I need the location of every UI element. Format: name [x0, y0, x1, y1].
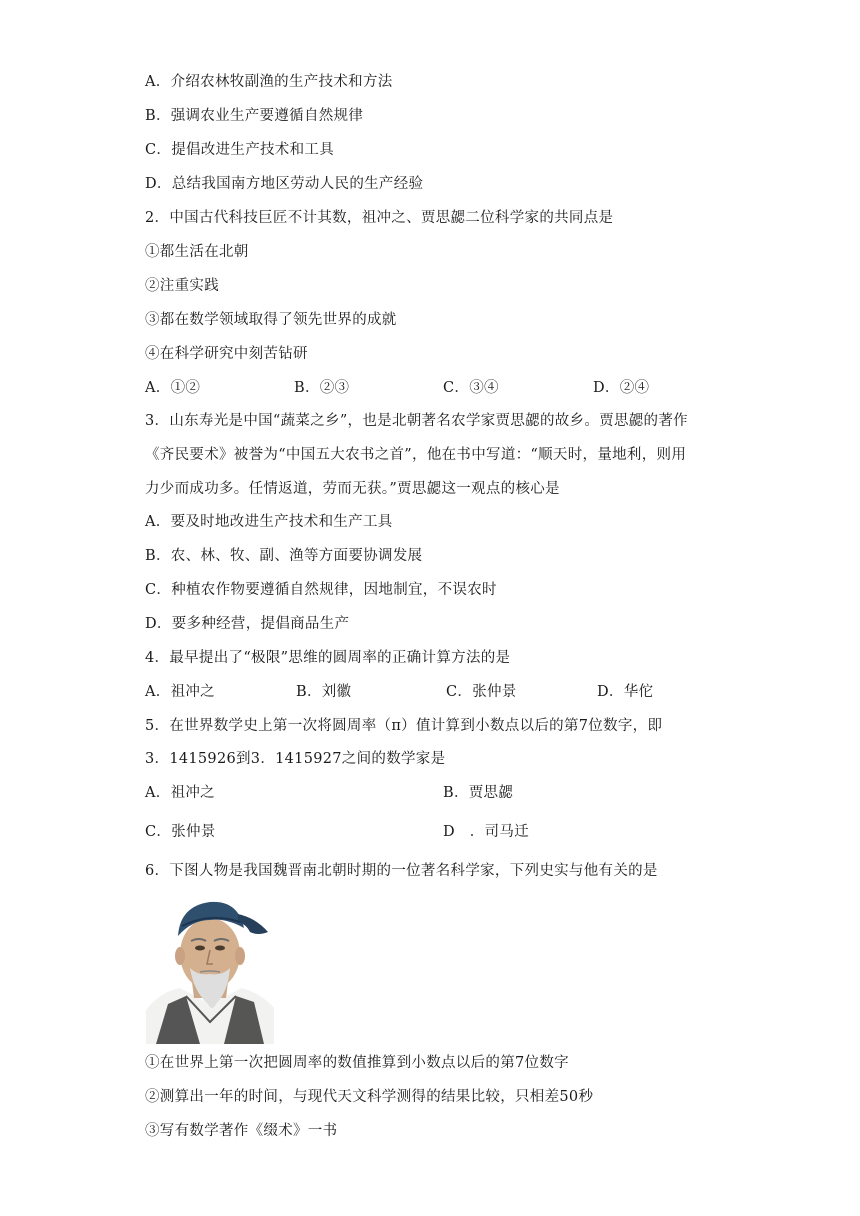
q3-stem-line-3: 力少而成功多。任情返道，劳而无获。”贾思勰这一观点的核心是 — [145, 481, 560, 497]
q3-option-b: B．农、林、牧、副、渔等方面要协调发展 — [145, 548, 423, 564]
q5-option-b: B．贾思勰 — [443, 785, 514, 801]
q2-item-2: ②注重实践 — [145, 278, 219, 294]
q2-item-1: ①都生活在北朝 — [145, 244, 249, 260]
q5-stem-line-2: 3．1415926到3．1415927之间的数学家是 — [145, 751, 446, 767]
q6-stem: 6．下图人物是我国魏晋南北朝时期的一位著名科学家，下列史实与他有关的是 — [145, 863, 658, 879]
q4-option-d: D．华佗 — [597, 684, 654, 700]
q2-stem: 2．中国古代科技巨匠不计其数，祖冲之、贾思勰二位科学家的共同点是 — [145, 210, 614, 226]
q3-stem-line-1: 3．山东寿光是中国“蔬菜之乡”，也是北朝著名农学家贾思勰的故乡。贾思勰的著作 — [145, 413, 688, 429]
q5-option-c: C．张仲景 — [145, 824, 216, 840]
q4-option-c: C．张仲景 — [446, 684, 517, 700]
q5-option-a: A．祖冲之 — [145, 785, 215, 801]
q4-stem: 4．最早提出了“极限”思维的圆周率的正确计算方法的是 — [145, 650, 511, 666]
q5-option-d: D ．司马迁 — [443, 824, 529, 840]
q2-option-c: C．③④ — [443, 380, 499, 396]
q2-item-3: ③都在数学领域取得了领先世界的成就 — [145, 312, 397, 328]
q3-stem-line-2: 《齐民要术》被誉为“中国五大农书之首”，他在书中写道：“顺天时，量地利，则用 — [145, 447, 687, 463]
q1-option-a: A．介绍农林牧副渔的生产技术和方法 — [145, 74, 393, 90]
q4-option-a: A．祖冲之 — [145, 684, 215, 700]
q1-option-d: D．总结我国南方地区劳动人民的生产经验 — [145, 176, 424, 192]
q2-option-b: B．②③ — [294, 380, 350, 396]
q1-option-c: C．提倡改进生产技术和工具 — [145, 142, 334, 158]
q3-option-c: C．种植农作物要遵循自然规律，因地制宜，不误农时 — [145, 582, 497, 598]
q4-option-b: B．刘徽 — [296, 684, 352, 700]
scientist-portrait-image — [146, 892, 274, 1044]
q3-option-a: A．要及时地改进生产技术和生产工具 — [145, 514, 393, 530]
q5-stem-line-1: 5．在世界数学史上第一次将圆周率（π）值计算到小数点以后的第7位数字，即 — [145, 718, 663, 734]
q2-option-a: A．①② — [145, 380, 201, 396]
q6-item-2: ②测算出一年的时间，与现代天文科学测得的结果比较，只相差50秒 — [145, 1089, 594, 1105]
q1-option-b: B．强调农业生产要遵循自然规律 — [145, 108, 364, 124]
q2-item-4: ④在科学研究中刻苦钻研 — [145, 346, 308, 362]
q2-option-d: D．②④ — [593, 380, 650, 396]
q6-item-1: ①在世界上第一次把圆周率的数值推算到小数点以后的第7位数字 — [145, 1055, 569, 1071]
q6-item-3: ③写有数学著作《缀术》一书 — [145, 1123, 338, 1139]
q3-option-d: D．要多种经营，提倡商品生产 — [145, 616, 350, 632]
